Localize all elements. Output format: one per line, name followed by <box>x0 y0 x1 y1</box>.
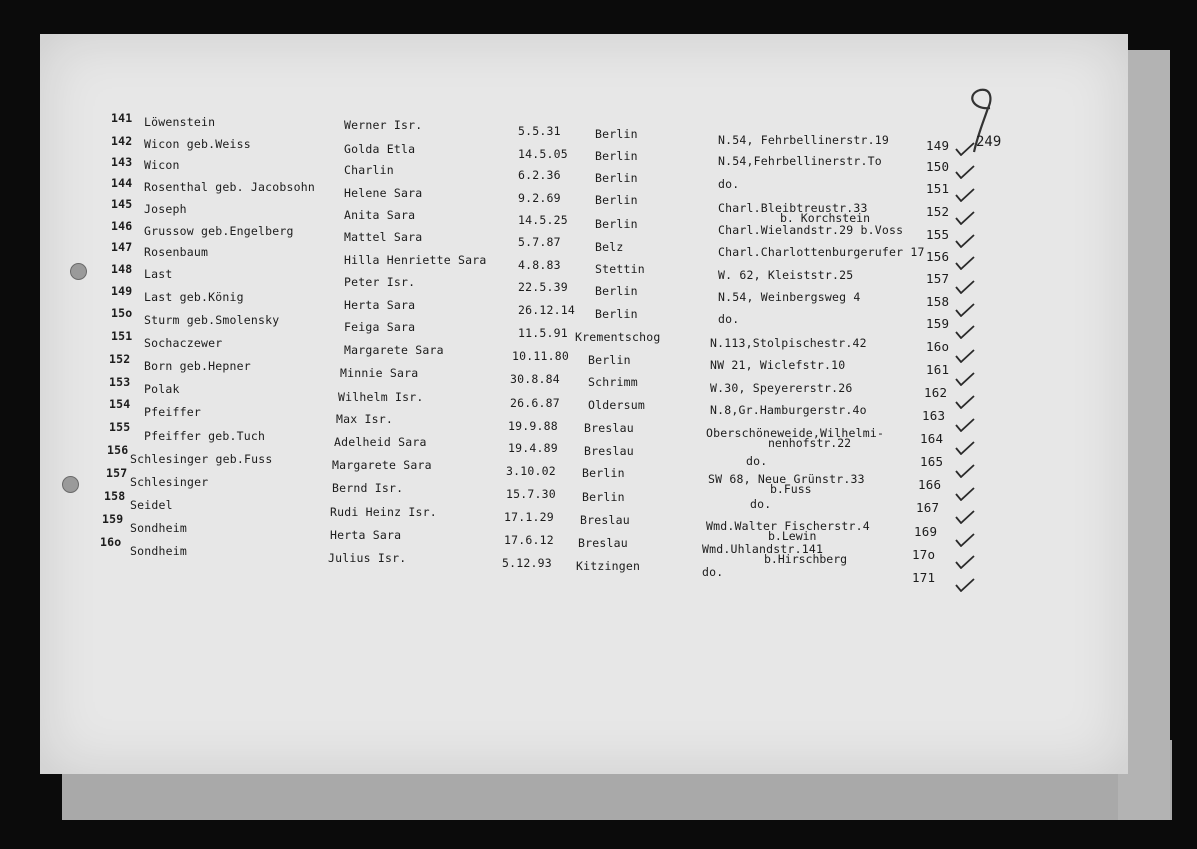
address-note: b.Lewin <box>768 529 817 543</box>
address: Charl.Charlottenburgerufer 17 <box>718 245 925 259</box>
entry-number: 155 <box>109 420 131 434</box>
surname: Rosenthal geb. Jacobsohn <box>144 180 315 194</box>
address-note: b. Korchstein <box>780 211 871 225</box>
birth-place: Berlin <box>595 217 638 231</box>
entry-number: 16o <box>100 535 122 549</box>
reference-number: 158 <box>926 294 950 309</box>
reference-number: 159 <box>926 316 950 331</box>
surname: Pfeiffer <box>144 405 201 419</box>
address: W. 62, Kleiststr.25 <box>718 268 854 282</box>
reference-number: 163 <box>922 408 946 423</box>
birth-date: 4.8.83 <box>518 258 561 272</box>
address: NW 21, Wiclefstr.10 <box>710 358 846 372</box>
birth-date: 17.6.12 <box>504 533 554 547</box>
surname: Rosenbaum <box>144 245 209 259</box>
surname: Polak <box>144 382 180 396</box>
address: N.54, Weinbergsweg 4 <box>718 290 861 304</box>
given-name: Mattel Sara <box>344 230 423 244</box>
reference-number: 150 <box>926 159 950 174</box>
birth-place: Berlin <box>595 284 638 298</box>
birth-date: 3.10.02 <box>506 464 556 478</box>
reference-number: 149 <box>926 138 950 153</box>
reference-number: 161 <box>926 362 950 377</box>
checkmark-icon <box>955 303 975 317</box>
birth-date: 30.8.84 <box>510 372 560 386</box>
reference-number: 151 <box>926 181 950 196</box>
birth-date: 19.9.88 <box>508 419 558 433</box>
birth-place: Breslau <box>584 444 634 458</box>
entry-number: 143 <box>111 155 133 169</box>
surname: Wicon <box>144 158 180 172</box>
surname: Sondheim <box>130 544 187 558</box>
reference-number: 156 <box>926 249 950 264</box>
birth-date: 14.5.25 <box>518 213 568 227</box>
entry-number: 145 <box>111 197 133 211</box>
surname: Sturm geb.Smolensky <box>144 313 280 327</box>
reference-number: 164 <box>920 431 944 446</box>
checkmark-icon <box>955 188 975 202</box>
given-name: Charlin <box>344 163 394 177</box>
birth-date: 5.7.87 <box>518 235 561 249</box>
birth-place: Breslau <box>578 536 628 550</box>
birth-date: 10.11.80 <box>512 349 569 363</box>
checkmark-icon <box>955 441 975 455</box>
entry-number: 148 <box>111 262 133 276</box>
checkmark-icon <box>955 372 975 386</box>
birth-date: 9.2.69 <box>518 191 561 205</box>
address: W.30, Speyererstr.26 <box>710 381 853 395</box>
reference-number: 166 <box>918 477 942 492</box>
birth-place: Schrimm <box>588 375 638 389</box>
given-name: Julius Isr. <box>328 551 407 565</box>
birth-place: Breslau <box>580 513 630 527</box>
entry-number: 142 <box>111 134 133 148</box>
address: N.54, Fehrbellinerstr.19 <box>718 133 889 147</box>
address: SW 68, Neue Grünstr.33 <box>708 472 865 486</box>
reference-number: 165 <box>920 454 944 469</box>
birth-place: Berlin <box>595 127 638 141</box>
surname: Last geb.König <box>144 290 244 304</box>
checkmark-icon <box>955 234 975 248</box>
surname: Pfeiffer geb.Tuch <box>144 429 266 443</box>
address: Wmd.Walter Fischerstr.4 <box>706 519 870 533</box>
surname: Last <box>144 267 173 281</box>
birth-place: Belz <box>595 240 624 254</box>
birth-date: 22.5.39 <box>518 280 568 294</box>
birth-place: Kitzingen <box>576 559 641 573</box>
address-note: nenhofstr.22 <box>768 436 852 450</box>
address: do. <box>746 454 768 468</box>
entry-number: 149 <box>111 284 133 298</box>
birth-place: Krementschog <box>575 330 661 344</box>
reference-number: 157 <box>926 271 950 286</box>
punch-hole-bottom <box>62 476 79 493</box>
given-name: Peter Isr. <box>344 275 416 289</box>
birth-date: 15.7.30 <box>506 487 556 501</box>
address: Charl.Bleibtreustr.33 <box>718 201 868 215</box>
given-name: Minnie Sara <box>340 366 419 380</box>
surname: Sochaczewer <box>144 336 223 350</box>
checkmark-icon <box>955 533 975 547</box>
address: Charl.Wielandstr.29 b.Voss <box>718 223 904 237</box>
birth-date: 5.5.31 <box>518 124 561 138</box>
address: do. <box>702 565 724 579</box>
birth-date: 26.12.14 <box>518 303 575 317</box>
given-name: Anita Sara <box>344 208 416 222</box>
entry-number: 157 <box>106 466 128 480</box>
birth-date: 5.12.93 <box>502 556 552 570</box>
checkmark-icon <box>955 418 975 432</box>
birth-place: Berlin <box>595 193 638 207</box>
given-name: Bernd Isr. <box>332 481 404 495</box>
birth-date: 26.6.87 <box>510 396 560 410</box>
birth-place: Breslau <box>584 421 634 435</box>
checkmark-icon <box>955 555 975 569</box>
address: Wmd.Uhlandstr.141 <box>702 542 824 556</box>
entry-number: 159 <box>102 512 124 526</box>
given-name: Helene Sara <box>344 186 423 200</box>
reference-number: 16o <box>926 339 950 354</box>
reference-number: 17o <box>912 547 936 562</box>
entry-number: 154 <box>109 397 131 411</box>
address-note: b.Hirschberg <box>764 552 848 566</box>
birth-place: Berlin <box>595 171 638 185</box>
address: N.54,Fehrbellinerstr.To <box>718 154 882 168</box>
reference-number: 155 <box>926 227 950 242</box>
surname: Wicon geb.Weiss <box>144 137 251 151</box>
address: do. <box>718 177 740 191</box>
birth-date: 6.2.36 <box>518 168 561 182</box>
reference-number: 162 <box>924 385 948 400</box>
entry-number: 156 <box>107 443 129 457</box>
address: N.113,Stolpischestr.42 <box>710 336 867 350</box>
birth-place: Berlin <box>588 353 631 367</box>
given-name: Hilla Henriette Sara <box>344 253 487 267</box>
checkmark-icon <box>955 280 975 294</box>
surname: Schlesinger geb.Fuss <box>130 452 273 466</box>
checkmark-icon <box>955 142 975 156</box>
checkmark-icon <box>955 325 975 339</box>
surname: Seidel <box>130 498 173 512</box>
birth-place: Berlin <box>582 466 625 480</box>
reference-number: 152 <box>926 204 950 219</box>
birth-date: 19.4.89 <box>508 441 558 455</box>
given-name: Rudi Heinz Isr. <box>330 505 437 519</box>
entry-number: 153 <box>109 375 131 389</box>
checkmark-icon <box>955 349 975 363</box>
given-name: Margarete Sara <box>332 458 432 472</box>
birth-date: 17.1.29 <box>504 510 554 524</box>
checkmark-icon <box>955 211 975 225</box>
address: do. <box>718 312 740 326</box>
reference-number: 171 <box>912 570 936 585</box>
given-name: Margarete Sara <box>344 343 444 357</box>
given-name: Feiga Sara <box>344 320 416 334</box>
birth-place: Stettin <box>595 262 645 276</box>
entry-number: 141 <box>111 111 133 125</box>
given-name: Wilhelm Isr. <box>338 390 424 404</box>
page-number: 249 <box>976 134 1002 150</box>
entry-number: 15o <box>111 306 133 320</box>
entry-number: 144 <box>111 176 133 190</box>
entry-number: 151 <box>111 329 133 343</box>
entry-number: 147 <box>111 240 133 254</box>
birth-date: 11.5.91 <box>518 326 568 340</box>
surname: Grussow geb.Engelberg <box>144 224 294 238</box>
birth-date: 14.5.05 <box>518 147 568 161</box>
given-name: Herta Sara <box>330 528 402 542</box>
address-note: b.Fuss <box>770 482 812 496</box>
surname: Joseph <box>144 202 187 216</box>
reference-number: 167 <box>916 500 940 515</box>
checkmark-icon <box>955 510 975 524</box>
given-name: Golda Etla <box>344 142 416 156</box>
address: do. <box>750 497 772 511</box>
given-name: Adelheid Sara <box>334 435 427 449</box>
entry-number: 158 <box>104 489 126 503</box>
checkmark-icon <box>955 256 975 270</box>
checkmark-icon <box>955 487 975 501</box>
checkmark-icon <box>955 165 975 179</box>
checkmark-icon <box>955 578 975 592</box>
birth-place: Berlin <box>595 149 638 163</box>
given-name: Werner Isr. <box>344 118 423 132</box>
checkmark-icon <box>955 395 975 409</box>
given-name: Herta Sara <box>344 298 416 312</box>
surname: Löwenstein <box>144 115 216 129</box>
checkmark-icon <box>955 464 975 478</box>
entry-number: 146 <box>111 219 133 233</box>
address: Oberschöneweide,Wilhelmi- <box>706 426 885 440</box>
address: N.8,Gr.Hamburgerstr.4o <box>710 403 867 417</box>
given-name: Max Isr. <box>336 412 393 426</box>
birth-place: Berlin <box>582 490 625 504</box>
document-page <box>40 34 1128 774</box>
birth-place: Oldersum <box>588 398 645 412</box>
surname: Schlesinger <box>130 475 209 489</box>
reference-number: 169 <box>914 524 938 539</box>
entry-number: 152 <box>109 352 131 366</box>
punch-hole-top <box>70 263 87 280</box>
surname: Sondheim <box>130 521 187 535</box>
birth-place: Berlin <box>595 307 638 321</box>
surname: Born geb.Hepner <box>144 359 251 373</box>
